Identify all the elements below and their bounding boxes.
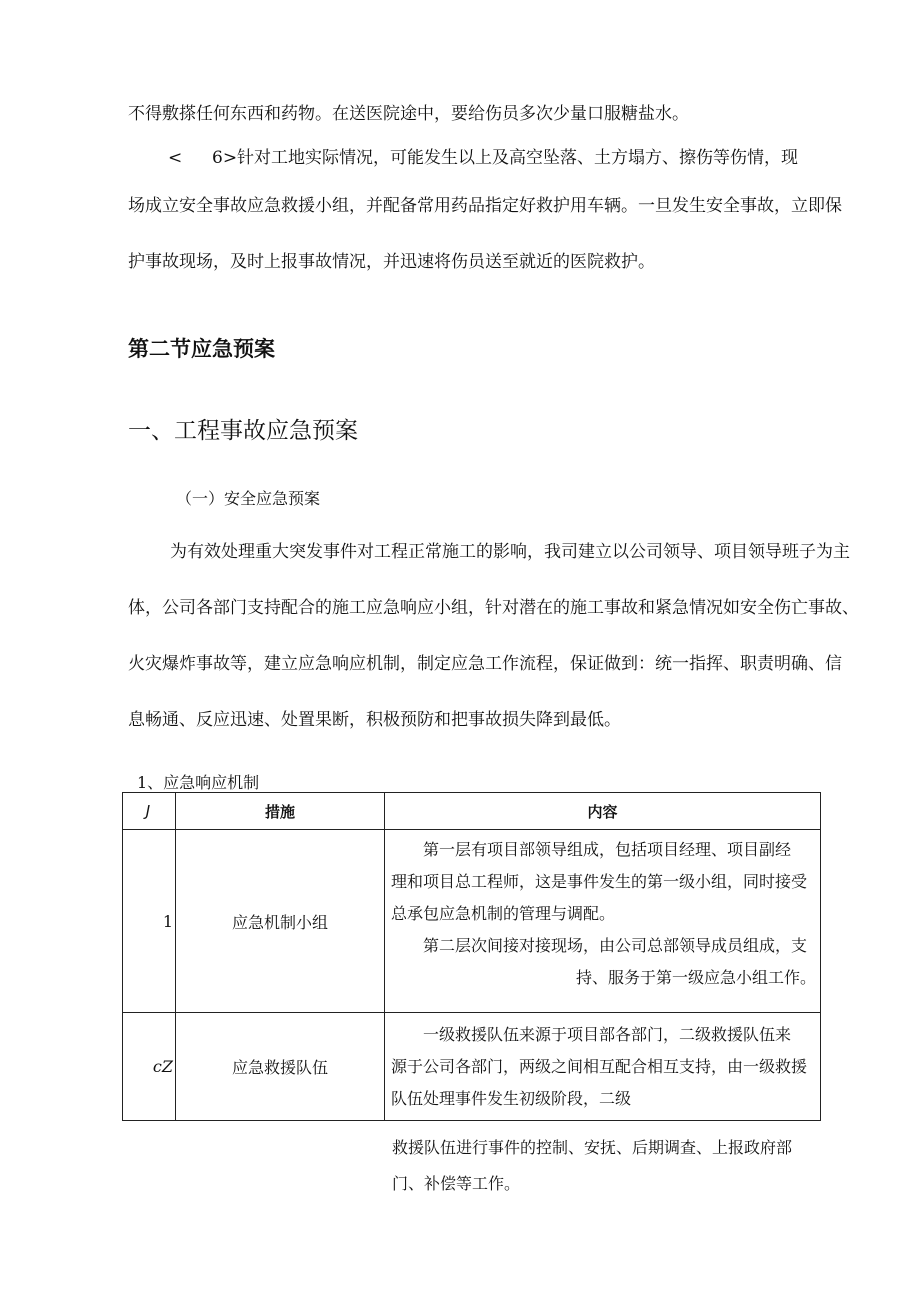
intro-line-1: 为有效处理重大突发事件对工程正常施工的影响，我司建立以公司领导、项目领导班子为主 [170, 542, 850, 562]
content-line: 第一层有项目部领导组成，包括项目经理、项目副经 [423, 840, 792, 859]
row-measure: 应急救援队伍 [176, 1013, 385, 1121]
header-measure: 措施 [176, 793, 385, 830]
table-overflow-text [392, 1130, 792, 1202]
row-index: cZ [123, 1013, 176, 1121]
paragraph-2-line-3: 护事故现场，及时上报事故情况，并迅速将伤员送至就近的医院救护。 [128, 252, 655, 272]
content-line: 总承包应急机制的管理与调配。 [391, 904, 616, 923]
content-line: 理和项目总工程师，这是事件发生的第一级小组，同时接受 [391, 872, 808, 891]
response-mechanism-table [122, 792, 821, 1121]
row-content [385, 1013, 821, 1121]
sub-heading: （一）安全应急预案 [176, 489, 321, 508]
content-line: 第二层次间接对接现场，由公司总部领导成员组成，支 [423, 936, 808, 955]
header-content: 内容 [385, 793, 821, 830]
row-measure: 应急机制小组 [176, 830, 385, 1013]
table-caption: 1、应急响应机制 [137, 773, 260, 792]
intro-line-4: 息畅通、反应迅速、处置果断，积极预防和把事故损失降到最低。 [128, 710, 621, 730]
header-index: J [123, 793, 176, 830]
overflow-line: 救援队伍进行事件的控制、安抚、后期调查、上报政府部 [392, 1138, 793, 1157]
content-line: 源于公司各部门，两级之间相互配合相互支持，由一级救援 [391, 1057, 808, 1076]
content-line: 队伍处理事件发生初级阶段，二级 [391, 1089, 632, 1108]
list-marker: < [168, 148, 183, 168]
content-line: 持、服务于第一级应急小组工作。 [575, 968, 816, 987]
overflow-line: 门、补偿等工作。 [392, 1174, 521, 1193]
paragraph-2-line-1: 6>针对工地实际情况，可能发生以上及高空坠落、土方塌方、擦伤等伤情，现 [212, 148, 799, 168]
table-row [123, 1013, 821, 1121]
intro-line-2: 体，公司各部门支持配合的施工应急响应小组，针对潜在的施工事故和紧急情况如安全伤亡事故、 [128, 598, 859, 618]
paragraph-1: 不得敷搽任何东西和药物。在送医院途中，要给伤员多次少量口服糖盐水。 [128, 104, 689, 124]
content-line: 一级救援队伍来源于项目部各部门，二级救援队伍来 [423, 1025, 792, 1044]
intro-line-3: 火灾爆炸事故等，建立应急响应机制，制定应急工作流程，保证做到：统一指挥、职责明确、信 [128, 654, 842, 674]
table-header-row [123, 793, 821, 830]
chapter-heading: 一、工程事故应急预案 [128, 418, 358, 444]
table-row [123, 830, 821, 1013]
section-heading: 第二节应急预案 [128, 337, 275, 361]
row-index: 1 [123, 830, 176, 1013]
paragraph-2-line-2: 场成立安全事故应急救援小组，并配备常用药品指定好救护用车辆。一旦发生安全事故，立即保 [128, 196, 842, 216]
row-content [385, 830, 821, 1013]
